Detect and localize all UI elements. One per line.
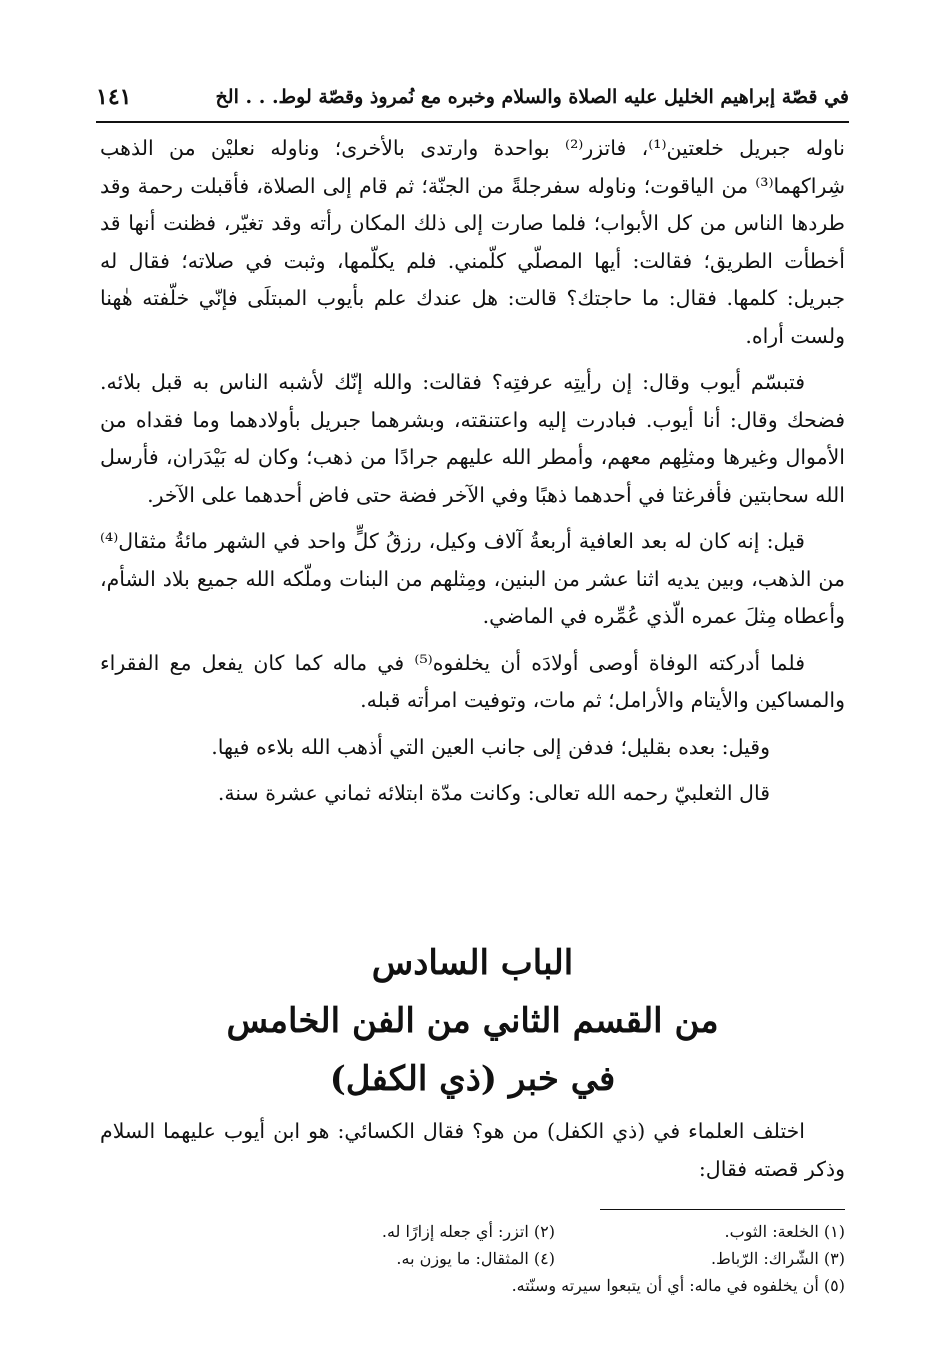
intro-paragraph: اختلف العلماء في (ذي الكفل) من هو؟ فقال الكسائي: هو ابن أيوب عليهما السلام وذكر قصته فقال: — [100, 1119, 845, 1181]
short-line-1: وقيل: بعده بقليل؛ فدفن إلى جانب العين التي أذهب الله بلاءه فيها. — [211, 734, 770, 759]
page-number: ١٤١ — [96, 84, 132, 110]
paragraph-2: فتبسّم أيوب وقال: إن رأيتِه عرفتِه؟ فقالت: والله إنّك لأشبه الناس به قبل بلائه. فضحك وقال: أنا أيوب. فبادرت إليه واعتنقته، وبشرهما جبريل بأولادهما وما فقداه من الأموال وغيرها ومثلِهم معهم، وأمطر الله عليهم جرادًا من ذهب؛ وكان له بَيْدَران، فأرسل الله سحابتين فأفرغتا في أحدهما ذهبًا وفي الآخر فضة حتى فاض أحدهما على الآخر. — [100, 370, 845, 507]
footnote-1: (١) الخلعة: الثوب. — [724, 1222, 845, 1241]
chapter-heading — [100, 934, 845, 1108]
short-line-2: قال الثعلبيّ رحمه الله تعالى: وكانت مدّة ابتلائه ثماني عشرة سنة. — [217, 781, 770, 805]
chapter-topic: في خبر (ذي الكفل) — [329, 1059, 616, 1099]
footnote-3: (٣) الشّراك: الرّباط. — [710, 1249, 845, 1268]
paragraph-1: ناوله جبريل خلعتين⁽¹⁾، فاتزر⁽²⁾ بواحدة وارتدى بالأخرى؛ وناوله نعليْن من الذهب شِراكهما⁽³⁾ من الياقوت؛ وناوله سفرجلةً من الجنّة؛ ثم قام إلى الصلاة، فأقبلت رحمة وقد طردها الناس من كل الأبواب؛ فلما صارت إلى ذلك المكان رأته وقد تغيّر، فظنت أنها قد أخطأت الطريق؛ فقالت: أيها المصلّي كلّمني. فلم يكلّمها، وثبت في صلاته؛ فقال له جبريل: كلمها. فقال: ما حاجتك؟ قالت: هل عندك علم بأيوب المبتلَى فإنّي خلّفته هٰهنا ولست أراه. — [100, 136, 846, 348]
intro-paragraph-wrap — [100, 1113, 845, 1188]
paragraph-3: قيل: إنه كان له بعد العافية أربعةُ آلاف وكيل، رزقُ كلٍّ واحد في الشهر مائةُ مثقال⁽⁴⁾ من الذهب، وبين يديه اثنا عشر من البنين، ومِثلهم من البنات وملّكه الله جميع بلاد الشأم، وأعطاه مِثلَ عمره الّذي عُمِّره في الماضي. — [100, 529, 845, 628]
paragraph-4: فلما أدركته الوفاة أوصى أولادَه أن يخلفوه⁽⁵⁾ في ماله كما كان يفعل مع الفقراء والمساكين والأيتام والأرامل؛ ثم مات، وتوفيت امرأته قبله. — [100, 650, 845, 712]
footnote-rule — [600, 1209, 845, 1210]
header-rule — [96, 121, 849, 123]
chapter-subtitle: من القسم الثاني من الفن الخامس — [226, 1001, 719, 1041]
footnote-row-2 — [130, 1245, 845, 1272]
footnote-row-1 — [130, 1218, 845, 1245]
footnote-2: (٢) اتزر: أي جعله إزارًا له. — [381, 1222, 555, 1241]
footnote-row-3 — [130, 1272, 845, 1299]
page-header — [96, 82, 849, 116]
running-title: في قصّة إبراهيم الخليل عليه الصلاة والسلام وخبره مع نُمروذ وقصّة لوط. . . الخ — [215, 86, 849, 108]
footnote-4: (٤) المثقال: ما يوزن به. — [396, 1249, 555, 1268]
footnote-5: (٥) أن يخلفوه في ماله: أي أن يتبعوا سيرته وسنّته. — [511, 1276, 845, 1295]
chapter-title: الباب السادس — [371, 943, 574, 983]
footnotes — [130, 1218, 845, 1299]
body-text — [100, 130, 845, 813]
